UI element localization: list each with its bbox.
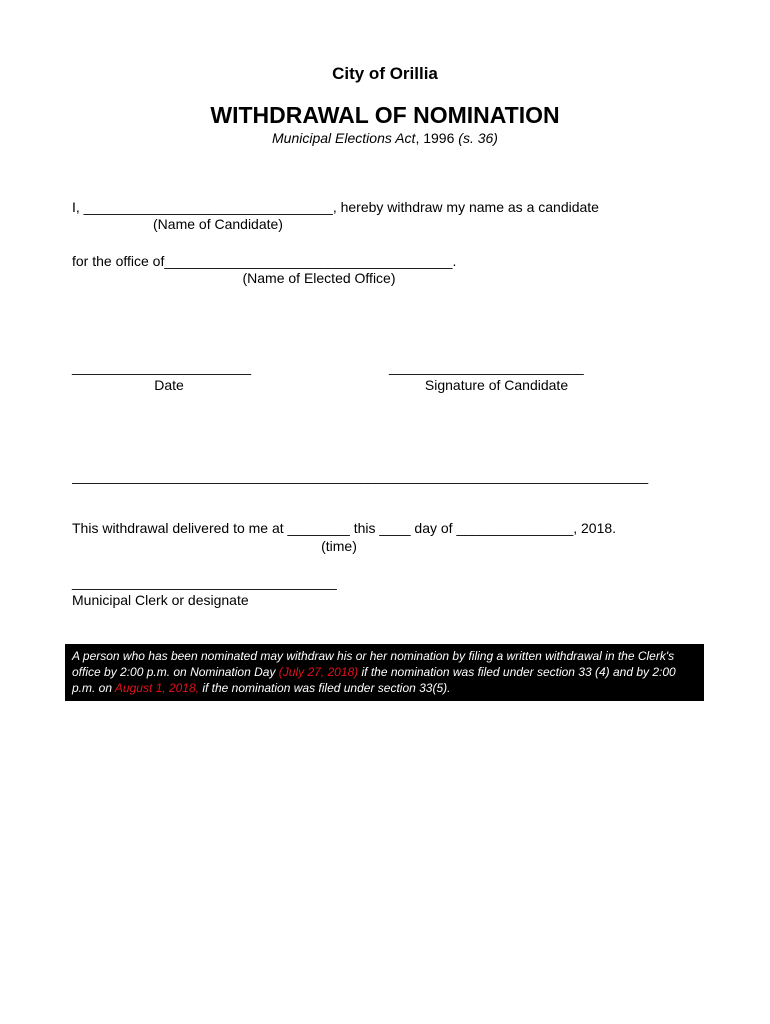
clerk-caption: Municipal Clerk or designate [72, 592, 249, 608]
elected-office-line[interactable]: for the office of_____________________________________. [72, 253, 457, 269]
notice-text-3: if the nomination was filed under section 33(5). [199, 681, 451, 695]
separator-line: __________________________________________________________________________ [72, 468, 649, 484]
signature-line[interactable]: _________________________ [389, 359, 584, 375]
section-33-5-date: August 1, 2018, [114, 681, 199, 695]
organization-name: City of Orillia [332, 64, 438, 83]
clerk-signature-line[interactable]: __________________________________ [72, 574, 337, 590]
candidate-name-caption: (Name of Candidate) [153, 216, 283, 232]
act-name: Municipal Elections Act [272, 130, 416, 146]
date-line[interactable]: _______________________ [72, 359, 252, 375]
act-reference [0, 130, 770, 146]
form-title: WITHDRAWAL OF NOMINATION [210, 102, 560, 128]
act-year: , 1996 [415, 130, 459, 146]
signature-caption: Signature of Candidate [424, 377, 569, 393]
nomination-day-date: (July 27, 2018) [278, 665, 359, 679]
delivery-line[interactable]: This withdrawal delivered to me at ________ this ____ day of _______________, 2018. [72, 520, 617, 536]
withdrawal-deadline-notice [65, 644, 704, 701]
act-section: (s. 36) [458, 130, 498, 146]
candidate-name-line[interactable]: I, ________________________________, hereby withdraw my name as a candidate [72, 199, 599, 215]
notice-text-2: if the nomination was filed under section 33 (4) and by 2:00 p.m. on [72, 665, 676, 695]
date-caption: Date [154, 377, 184, 393]
notice-text-1: A person who has been nominated may withdraw his or her nomination by filing a written withdrawal in the Clerk's office by 2:00 p.m. on Nomination Day [72, 649, 675, 679]
time-caption: (time) [321, 538, 357, 554]
elected-office-caption: (Name of Elected Office) [242, 270, 396, 286]
